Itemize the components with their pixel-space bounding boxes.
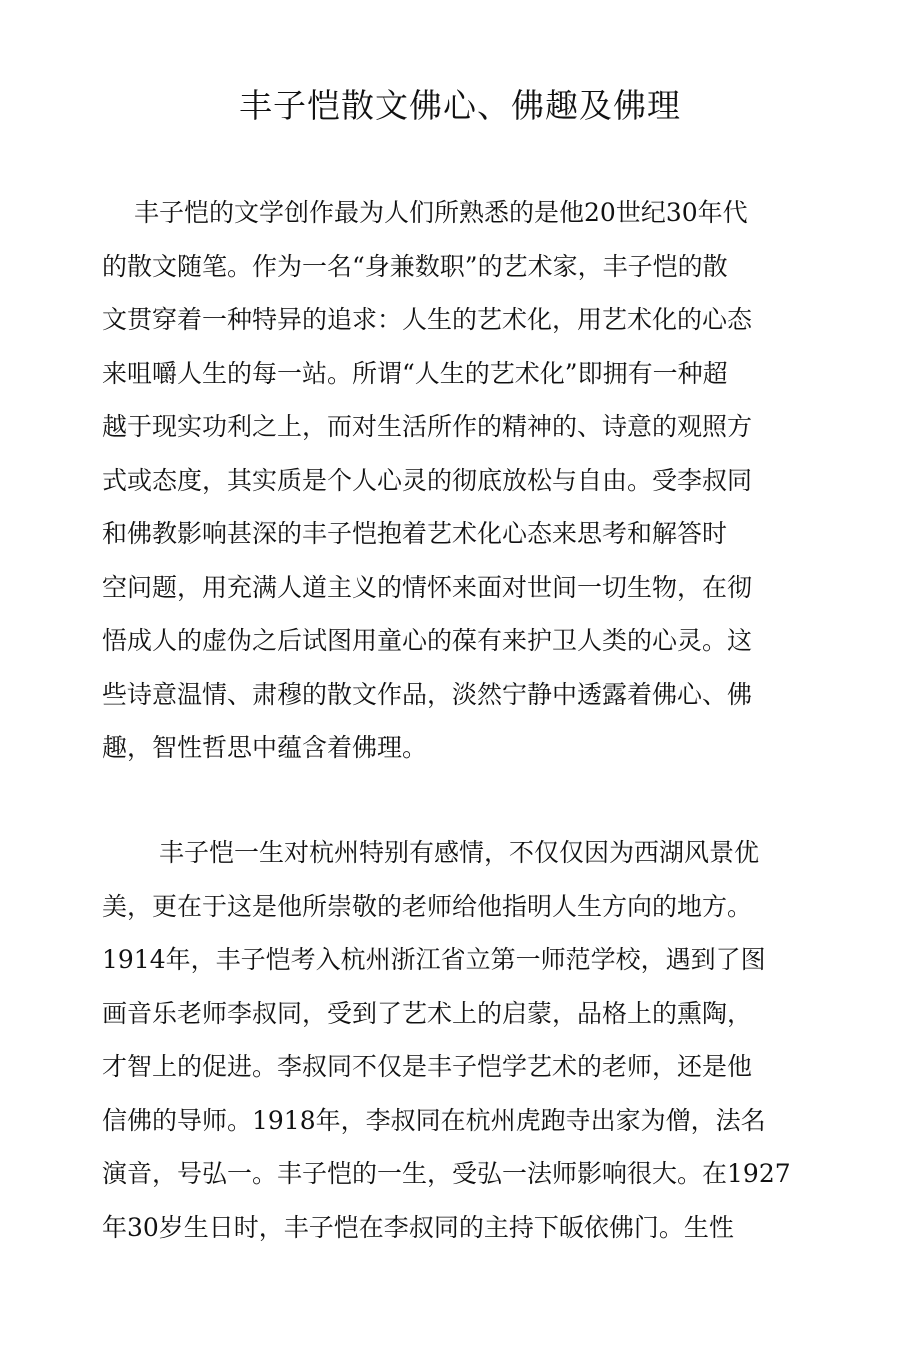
paragraph-line: 画音乐老师李叔同，受到了艺术上的启蒙，品格上的熏陶， <box>102 998 753 1028</box>
document-title: 丰子恺散文佛心、佛趣及佛理 <box>239 86 681 125</box>
paragraph-line: 来咀嚼人生的每一站。所谓“人生的艺术化”即拥有一种超 <box>102 358 728 388</box>
paragraph-line: 些诗意温情、肃穆的散文作品，淡然宁静中透露着佛心、佛 <box>102 679 753 709</box>
paragraph-line: 文贯穿着一种特异的追求：人生的艺术化，用艺术化的心态 <box>102 305 753 334</box>
paragraph-line: 演音，号弘一。丰子恺的一生，受弘一法师影响很大。在1927 <box>102 1159 791 1188</box>
paragraph-line: 空问题，用充满人道主义的情怀来面对世间一切生物，在彻 <box>102 572 753 602</box>
paragraph-line: 悟成人的虚伪之后试图用童心的葆有来护卫人类的心灵。这 <box>102 626 753 655</box>
paragraph-line: 趣，智性哲思中蕴含着佛理。 <box>102 733 428 762</box>
paragraph-line: 才智上的促进。李叔同不仅是丰子恺学艺术的老师，还是他 <box>102 1052 753 1081</box>
paragraph-line: 和佛教影响甚深的丰子恺抱着艺术化心态来思考和解答时 <box>102 519 728 548</box>
paragraph-2 <box>102 833 802 1261</box>
paragraph-line: 的散文随笔。作为一名“身兼数职”的艺术家，丰子恺的散 <box>102 251 728 281</box>
paragraph-line: 年30岁生日时，丰子恺在李叔同的主持下皈依佛门。生性 <box>102 1212 734 1242</box>
paragraph-line: 越于现实功利之上，而对生活所作的精神的、诗意的观照方 <box>102 412 753 441</box>
paragraph-line: 式或态度，其实质是个人心灵的彻底放松与自由。受李叔同 <box>102 465 753 495</box>
paragraph-line: 美，更在于这是他所崇敬的老师给他指明人生方向的地方。 <box>102 891 753 921</box>
paragraph-line: 1914年，丰子恺考入杭州浙江省立第一师范学校，遇到了图 <box>102 945 766 974</box>
paragraph-line: 丰子恺一生对杭州特别有感情，不仅仅因为西湖风景优 <box>159 838 760 867</box>
paragraph-line: 信佛的导师。1918年，李叔同在杭州虎跑寺出家为僧，法名 <box>102 1105 766 1135</box>
paragraph-line: 丰子恺的文学创作最为人们所熟悉的是他20世纪30年代 <box>134 198 748 227</box>
paragraph-1 <box>102 193 802 782</box>
